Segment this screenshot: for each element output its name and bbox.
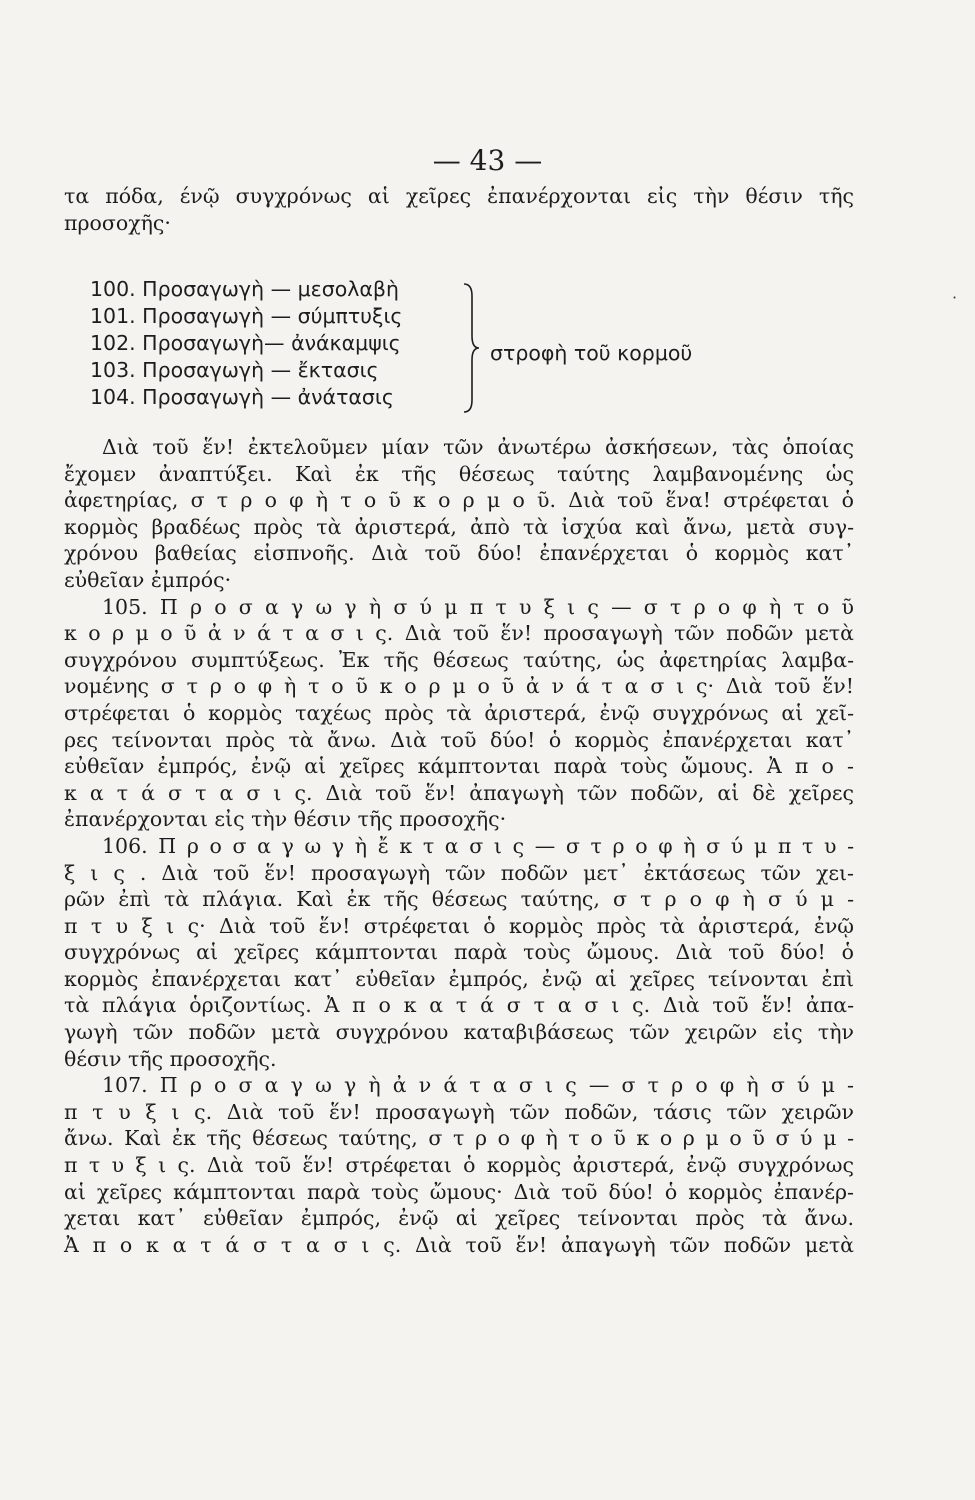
text-line: ἄνω. Καὶ ἐκ τῆς θέσεως ταύτης, σ τ ρ ο φ ὴ τ ο ῦ κ ο ρ μ ο ῦ σ ύ μ -	[64, 1126, 854, 1151]
text-line: συγχρόνου συμπτύξεως. Ἐκ τῆς θέσεως ταύτης, ὡς ἀφετηρίας λαμβα-	[64, 647, 854, 672]
text-line: γωγὴ τῶν ποδῶν μετὰ συγχρόνου καταβιβάσεως τῶν χειρῶν εἰς τὴν	[64, 1020, 854, 1045]
text-line: Διὰ τοῦ ἕν! ἐκτελοῦμεν μίαν τῶν ἀνωτέρω ἀσκήσεων, τὰς ὁποίας	[102, 435, 854, 459]
intro-paragraph	[64, 183, 854, 236]
text-line: τα πόδα, ένῷ συγχρόνως αἱ χεῖρες ἐπανέρχονται εἰς τὴν θέσιν τῆς	[64, 184, 854, 208]
text-line: κ α τ ά σ τ α σ ι ς. Διὰ τοῦ ἕν! ἀπαγωγὴ τῶν ποδῶν, αἱ δὲ χεῖρες	[64, 780, 854, 805]
text-line: στρέφεται ὁ κορμὸς ταχέως πρὸς τὰ ἀριστερά, ἐνῷ συγχρόνως αἱ χεῖ-	[64, 700, 854, 725]
text-line: 105. Π ρ ο σ α γ ω γ ὴ σ ύ μ π τ υ ξ ι ς — σ τ ρ ο φ ὴ τ ο ῦ	[102, 594, 854, 619]
stray-mark: ·	[952, 288, 958, 307]
right-brace	[462, 282, 480, 414]
text-line: εὐθεῖαν ἐμπρός·	[64, 567, 232, 592]
text-line: κορμὸς βραδέως πρὸς τὰ ἀριστερά, ἀπὸ τὰ ἰσχύα καὶ ἄνω, μετὰ συγ-	[64, 514, 854, 539]
brace-label: στροφὴ τοῦ κορμοῦ	[490, 341, 693, 365]
text-line: ἀφετηρίας, σ τ ρ ο φ ὴ τ ο ῦ κ ο ρ μ ο ῦ. Διὰ τοῦ ἕνα! στρέφεται ὁ	[64, 488, 854, 513]
text-line: ἐπανέρχονται εἰς τὴν θέσιν τῆς προσοχῆς·	[64, 807, 507, 832]
text-line: π τ υ ξ ι ς· Διὰ τοῦ ἕν! στρέφεται ὁ κορμὸς πρὸς τὰ ἀριστερά, ἐνῷ	[64, 913, 854, 938]
text-line: χρόνου βαθείας εἰσπνοῆς. Διὰ τοῦ δύο! ἐπανέρχεται ὁ κορμὸς κατ᾿	[64, 541, 854, 566]
list-item: 103. Προσαγωγὴ — ἔκτασις	[90, 358, 379, 382]
page-number: — 43 —	[432, 144, 543, 177]
body-text	[64, 434, 854, 1258]
list-item: 100. Προσαγωγὴ — μεσολαβὴ	[90, 277, 399, 301]
list-item: 101. Προσαγωγὴ — σύμπτυξις	[90, 304, 403, 328]
exercise-list	[90, 276, 402, 411]
text-line: κ ο ρ μ ο ῦ ἀ ν ά τ α σ ι ς. Διὰ τοῦ ἕν! προσαγωγὴ τῶν ποδῶν μετὰ	[64, 621, 854, 646]
text-line: π τ υ ξ ι ς. Διὰ τοῦ ἕν! στρέφεται ὁ κορμὸς ἀριστερά, ἐνῷ συγχρόνως	[64, 1153, 854, 1178]
text-line: νομένης σ τ ρ ο φ ὴ τ ο ῦ κ ο ρ μ ο ῦ ἀ ν ά τ α σ ι ς· Διὰ τοῦ ἕν!	[64, 674, 854, 699]
text-line: τὰ πλάγια ὁριζοντίως. Ἀ π ο κ α τ ά σ τ α σ ι ς. Διὰ τοῦ ἕν! ἀπα-	[64, 993, 854, 1018]
text-line: θέσιν τῆς προσοχῆς.	[64, 1046, 277, 1071]
list-item: 104. Προσαγωγὴ — ἀνάτασις	[90, 385, 394, 409]
text-line: ρῶν ἐπὶ τὰ πλάγια. Καὶ ἐκ τῆς θέσεως ταύτης, σ τ ρ ο φ ὴ σ ύ μ -	[64, 887, 854, 912]
text-line: 107. Π ρ ο σ α γ ω γ ὴ ἀ ν ά τ α σ ι ς — σ τ ρ ο φ ὴ σ ύ μ -	[102, 1073, 854, 1098]
text-line: αἱ χεῖρες κάμπτονται παρὰ τοὺς ὤμους· Διὰ τοῦ δύο! ὁ κορμὸς ἐπανέρ-	[64, 1179, 854, 1204]
text-line: ρες τείνονται πρὸς τὰ ἄνω. Διὰ τοῦ δύο! ὁ κορμὸς ἐπανέρχεται κατ᾿	[64, 727, 854, 752]
text-line: ξ ι ς . Διὰ τοῦ ἕν! προσαγωγὴ τῶν ποδῶν μετ᾿ ἐκτάσεως τῶν χει-	[64, 860, 854, 885]
text-line: 106. Π ρ ο σ α γ ω γ ὴ ἔ κ τ α σ ι ς — σ τ ρ ο φ ὴ σ ύ μ π τ υ -	[102, 833, 854, 858]
text-line: χεται κατ᾿ εὐθεῖαν ἐμπρός, ἐνῷ αἱ χεῖρες τείνονται πρὸς τὰ ἄνω.	[64, 1206, 854, 1231]
text-line: π τ υ ξ ι ς. Διὰ τοῦ ἕν! προσαγωγὴ τῶν ποδῶν, τάσις τῶν χειρῶν	[64, 1099, 854, 1124]
text-line: συγχρόνως αἱ χεῖρες κάμπτονται παρὰ τοὺς ὤμους. Διὰ τοῦ δύο! ὁ	[64, 940, 854, 965]
list-item: 102. Προσαγωγὴ— ἀνάκαμψις	[90, 331, 401, 355]
text-line: κορμὸς ἐπανέρχεται κατ᾿ εὐθεῖαν ἐμπρός, ἐνῷ αἱ χεῖρες τείνονται ἐπὶ	[64, 966, 854, 991]
text-line: ἔχομεν ἀναπτύξει. Καὶ ἐκ τῆς θέσεως ταύτης λαμβανομένης ὡς	[64, 461, 854, 486]
text-line: Ἀ π ο κ α τ ά σ τ α σ ι ς. Διὰ τοῦ ἕν! ἀπαγωγὴ τῶν ποδῶν μετὰ	[64, 1232, 854, 1257]
text-line: εὐθεῖαν ἐμπρός, ἐνῷ αἱ χεῖρες κάμπτονται παρὰ τοὺς ὤμους. Ἀ π ο -	[64, 754, 854, 779]
text-line: προσοχῆς·	[64, 210, 171, 235]
